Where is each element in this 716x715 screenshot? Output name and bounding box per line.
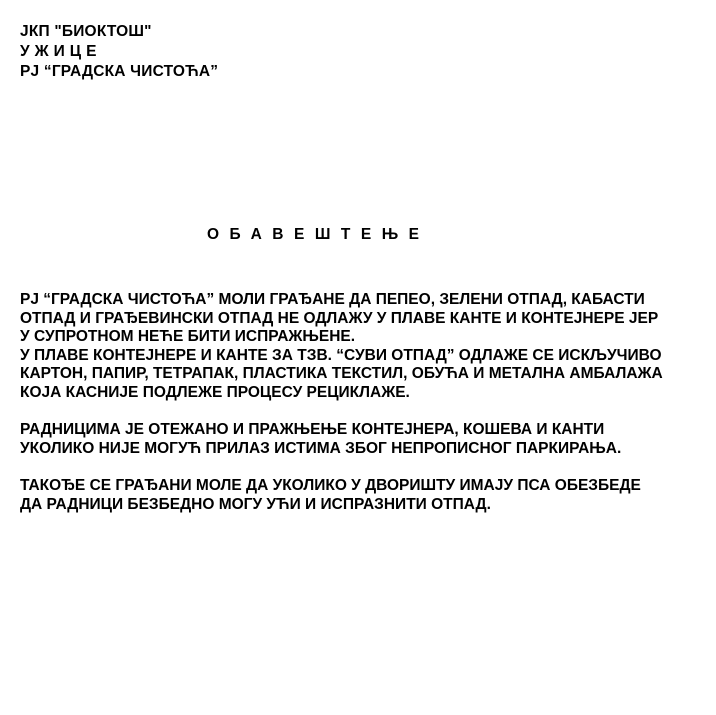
paragraph-waste-restrictions (20, 291, 700, 347)
paragraph-parking (20, 421, 700, 458)
paragraph-line: ДА РАДНИЦИ БЕЗБЕДНО МОГУ УЋИ И ИСПРАЗНИТИ ОТПАД. (20, 495, 491, 513)
paragraph-line: РЈ “ГРАДСКА ЧИСТОЋА” МОЛИ ГРАЂАНЕ ДА ПЕПЕО, ЗЕЛЕНИ ОТПАД, КАБАСТИ (20, 291, 645, 308)
paragraph-line: У СУПРОТНОМ НЕЋЕ БИТИ ИСПРАЖЊЕНЕ. (20, 328, 356, 346)
organization-name: ЈКП "БИОКТОШ" (20, 23, 152, 40)
paragraph-line: КАРТОН, ПАПИР, ТЕТРАПАК, ПЛАСТИКА ТЕКСТИЛ, ОБУЋА И МЕТАЛНА АМБАЛАЖА (20, 365, 663, 383)
paragraph-line: ТАКОЂЕ СЕ ГРАЂАНИ МОЛЕ ДА УКОЛИКО У ДВОРИШТУ ИМАЈУ ПСА ОБЕЗБЕДЕ (20, 476, 641, 494)
paragraph-dogs (20, 477, 700, 514)
paragraph-line: РАДНИЦИМА ЈЕ ОТЕЖАНО И ПРАЖЊЕЊЕ КОНТЕЈНЕРА, КОШЕВА И КАНТИ (20, 421, 605, 439)
paragraph-dry-waste (20, 347, 700, 403)
organization-unit: РЈ “ГРАДСКА ЧИСТОЋА” (20, 63, 219, 80)
notice-title: ОБАВЕШТЕЊЕ (207, 226, 430, 243)
organization-city: УЖИЦЕ (20, 43, 102, 60)
notice-body (20, 291, 700, 514)
paragraph-line: КОЈА КАСНИЈЕ ПОДЛЕЖЕ ПРОЦЕСУ РЕЦИКЛАЖЕ. (20, 383, 410, 401)
paragraph-line: ОТПАД И ГРАЂЕВИНСКИ ОТПАД НЕ ОДЛАЖУ У ПЛАВЕ КАНТЕ И КОНТЕЈНЕРЕ ЈЕР (20, 309, 659, 327)
paragraph-line: У ПЛАВЕ КОНТЕЈНЕРЕ И КАНТЕ ЗА ТЗВ. “СУВИ ОТПАД” ОДЛАЖЕ СЕ ИСКЉУЧИВО (20, 346, 662, 364)
organization-header (20, 22, 218, 82)
paragraph-line: УКОЛИКО НИЈЕ МОГУЋ ПРИЛАЗ ИСТИМА ЗБОГ НЕПРОПИСНОГ ПАРКИРАЊА. (20, 439, 622, 457)
